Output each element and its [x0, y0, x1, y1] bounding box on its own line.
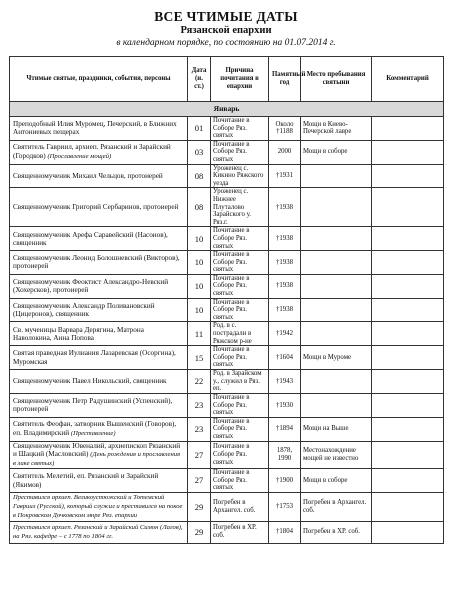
table-row: [10, 322, 444, 346]
table-row: [10, 164, 444, 188]
cell-date: 08: [188, 188, 211, 227]
cell-name-text: Священномученик Петр Радушинский (Успенский), протоиерей: [13, 397, 173, 414]
cell-name-text: Священномученик Павел Никольский, священник: [13, 377, 167, 386]
cell-reason: Почитание в Соборе Ряз. святых: [211, 298, 269, 322]
cell-date: 10: [188, 227, 211, 251]
cell-comment: [372, 394, 444, 418]
cell-name: [10, 227, 188, 251]
cell-date: 10: [188, 298, 211, 322]
cell-year: †1931: [269, 164, 301, 188]
cell-comment: [372, 140, 444, 164]
cell-place: [301, 322, 372, 346]
cell-place: Мощи в Муроме: [301, 346, 372, 370]
cell-comment: [372, 298, 444, 322]
cell-comment: [372, 370, 444, 394]
cell-year: †1753: [269, 492, 301, 521]
cell-year: Около †1188: [269, 117, 301, 141]
cell-name-text: Священномученик Михаил Чельцов, протоиерей: [13, 171, 163, 180]
cell-date: 22: [188, 370, 211, 394]
cell-year: 1878, 1990: [269, 441, 301, 469]
cell-place: Мощи на Выше: [301, 417, 372, 441]
cell-note-text: (День рождения и прославления в лике святых): [13, 450, 181, 467]
cell-comment: [372, 117, 444, 141]
cell-year: †1804: [269, 521, 301, 543]
cell-comment: [372, 441, 444, 469]
cell-reason: Почитание в Соборе Ряз. святых: [211, 274, 269, 298]
cell-name-text: Священномученик Александр Поливановский (Цицеронов), священник: [13, 301, 155, 319]
cell-name: [10, 251, 188, 275]
dates-table: [9, 56, 444, 544]
cell-comment: [372, 417, 444, 441]
table-row: [10, 188, 444, 227]
cell-date: 27: [188, 441, 211, 469]
table-row: [10, 521, 444, 543]
cell-name: [10, 274, 188, 298]
cell-name: [10, 322, 188, 346]
cell-place: [301, 188, 372, 227]
cell-reason: Уроженец с. Кикино Ряжского уезда: [211, 164, 269, 188]
cell-name-text: Святитель Феофан, затворник Вышенский (Говоров), еп. Владимирский: [13, 420, 177, 437]
cell-date: 29: [188, 521, 211, 543]
cell-name: [10, 370, 188, 394]
cell-name-text: Святитель Гавриил, архиеп. Рязанский и Зарайский (Городков): [13, 143, 171, 160]
cell-date: 11: [188, 322, 211, 346]
cell-date: 15: [188, 346, 211, 370]
document-note: в календарном порядке, по состоянию на 01.07.2014 г.: [116, 38, 336, 48]
cell-year: †1938: [269, 251, 301, 275]
cell-date: 08: [188, 164, 211, 188]
cell-name-text: Преподобный Илия Муромец, Печерский, в Ближних Антониевых пещерах: [13, 120, 177, 137]
table-row: [10, 227, 444, 251]
cell-name-text: Священномученик Феоктист Александро-Невский (Хохерсков), протоиерей: [13, 278, 169, 295]
month-label: Январь: [10, 102, 444, 117]
cell-place: [301, 394, 372, 418]
column-header-name: Чтимые святые, праздники, события, персоны: [10, 57, 188, 102]
column-header-year: Памятный год: [269, 57, 301, 102]
cell-name: [10, 441, 188, 469]
cell-place: Мощи в соборе: [301, 469, 372, 493]
table-row: [10, 441, 444, 469]
cell-reason: Погребен в ХР. соб.: [211, 521, 269, 543]
cell-reason: Почитание в Соборе Ряз. святых: [211, 417, 269, 441]
cell-comment: [372, 164, 444, 188]
cell-year: †1938: [269, 298, 301, 322]
cell-name: [10, 469, 188, 493]
cell-reason: Почитание в Соборе Ряз. святых: [211, 117, 269, 141]
cell-place: Мощи в Киево-Печерской лавре: [301, 117, 372, 141]
cell-comment: [372, 492, 444, 521]
cell-place: Погребен в ХР. соб.: [301, 521, 372, 543]
cell-reason: Род. в Зарайском у., служил в Ряз. еп.: [211, 370, 269, 394]
cell-reason: Почитание в Соборе Ряз. святых: [211, 469, 269, 493]
cell-comment: [372, 322, 444, 346]
cell-date: 10: [188, 251, 211, 275]
cell-year: †1938: [269, 227, 301, 251]
cell-name-text: Святитель Мелетий, еп. Рязанский и Зарайский (Якимов): [13, 472, 159, 489]
document-title: ВСЕ ЧТИМЫЕ ДАТЫ: [154, 9, 298, 24]
cell-place: [301, 274, 372, 298]
table-row: [10, 492, 444, 521]
cell-name: [10, 164, 188, 188]
table-header-row: [10, 57, 444, 102]
cell-year: †1943: [269, 370, 301, 394]
cell-date: 27: [188, 469, 211, 493]
cell-note-text: (Преставление): [70, 429, 116, 437]
document-subtitle: Рязанской епархии: [180, 25, 272, 36]
cell-place: Мощи в соборе: [301, 140, 372, 164]
table-row: [10, 298, 444, 322]
cell-comment: [372, 469, 444, 493]
cell-year: †1894: [269, 417, 301, 441]
cell-note-text: Преставился архиеп. Рязанский и Зарайский Симон (Лагов), на Ряз. кафедре – с 1778 по 1804 гг.: [13, 523, 183, 541]
cell-place: Погребен в Архангел. соб.: [301, 492, 372, 521]
cell-reason: Почитание в Соборе Ряз. святых: [211, 394, 269, 418]
cell-place: [301, 164, 372, 188]
cell-year: 2000: [269, 140, 301, 164]
table-row: [10, 394, 444, 418]
cell-name: [10, 346, 188, 370]
cell-date: 29: [188, 492, 211, 521]
month-row: [10, 102, 444, 117]
cell-name: [10, 394, 188, 418]
table-row: [10, 140, 444, 164]
table-row: [10, 274, 444, 298]
cell-name-text: Священномученик Леонид Болошневский (Викторов), протоиерей: [13, 254, 180, 271]
cell-place: [301, 370, 372, 394]
cell-comment: [372, 188, 444, 227]
cell-place: [301, 298, 372, 322]
cell-note-text: (Прославление мощей): [47, 152, 112, 160]
column-header-reason: Причина почитания в епархии: [211, 57, 269, 102]
cell-name: [10, 117, 188, 141]
cell-name: [10, 417, 188, 441]
cell-reason: Род. в с. пострадали в Ряжском р-не: [211, 322, 269, 346]
cell-year: †1942: [269, 322, 301, 346]
table-row: [10, 417, 444, 441]
cell-name-text: Священномученик Ювеналий, архиепископ Рязанский и Шацкий (Масловский): [13, 441, 181, 458]
cell-note-text: Преставился архиеп. Великоустюжский и Тотемский Гавриил (Русской), который служил и преставился на покое в Покровском Дочковском мнре Ряз. епархии: [13, 493, 183, 520]
cell-name-text: Святая праведная Иулиания Лазаревская (Осоргина), Муромская: [13, 349, 176, 366]
cell-reason: Почитание в Соборе Ряз. святых: [211, 346, 269, 370]
cell-year: †1938: [269, 274, 301, 298]
cell-reason: Уроженец с. Нижнее Плуталово Зарайского у. Ряз.г.: [211, 188, 269, 227]
cell-reason: Погребен в Архангел. соб.: [211, 492, 269, 521]
cell-date: 01: [188, 117, 211, 141]
table-row: [10, 346, 444, 370]
column-header-comment: Комментарий: [372, 57, 444, 102]
cell-name: [10, 298, 188, 322]
cell-place: [301, 251, 372, 275]
cell-date: 03: [188, 140, 211, 164]
cell-comment: [372, 227, 444, 251]
cell-date: 23: [188, 417, 211, 441]
cell-name: [10, 140, 188, 164]
cell-reason: Почитание в Соборе Ряз. святых: [211, 140, 269, 164]
cell-name-text: Св. мученицы Варвара Дерягина, Матрона Наволокина, Анна Попова: [13, 325, 144, 342]
cell-place: [301, 227, 372, 251]
cell-year: †1938: [269, 188, 301, 227]
table-row: [10, 370, 444, 394]
cell-name-text: Священномученик Арефа Саравейский (Насонов), священник: [13, 230, 168, 247]
table-row: [10, 469, 444, 493]
table-row: [10, 117, 444, 141]
cell-date: 10: [188, 274, 211, 298]
cell-reason: Почитание в Соборе Ряз. святых: [211, 227, 269, 251]
cell-place: Местонахождение мощей не известно: [301, 441, 372, 469]
cell-year: †1900: [269, 469, 301, 493]
cell-date: 23: [188, 394, 211, 418]
column-header-place: Место пребывания святыни: [301, 57, 372, 102]
cell-comment: [372, 274, 444, 298]
cell-name: [10, 521, 188, 543]
cell-comment: [372, 346, 444, 370]
cell-name: [10, 492, 188, 521]
table-row: [10, 251, 444, 275]
cell-comment: [372, 251, 444, 275]
cell-year: †1604: [269, 346, 301, 370]
cell-name-text: Священномученик Григорий Сербаринов, протоиерей: [13, 203, 179, 212]
cell-comment: [372, 521, 444, 543]
cell-name: [10, 188, 188, 227]
column-header-date: Дата (н. ст.): [188, 57, 211, 102]
cell-year: †1930: [269, 394, 301, 418]
cell-reason: Почитание в Соборе Ряз. святых: [211, 251, 269, 275]
cell-reason: Почитание в Соборе Ряз. святых: [211, 441, 269, 469]
